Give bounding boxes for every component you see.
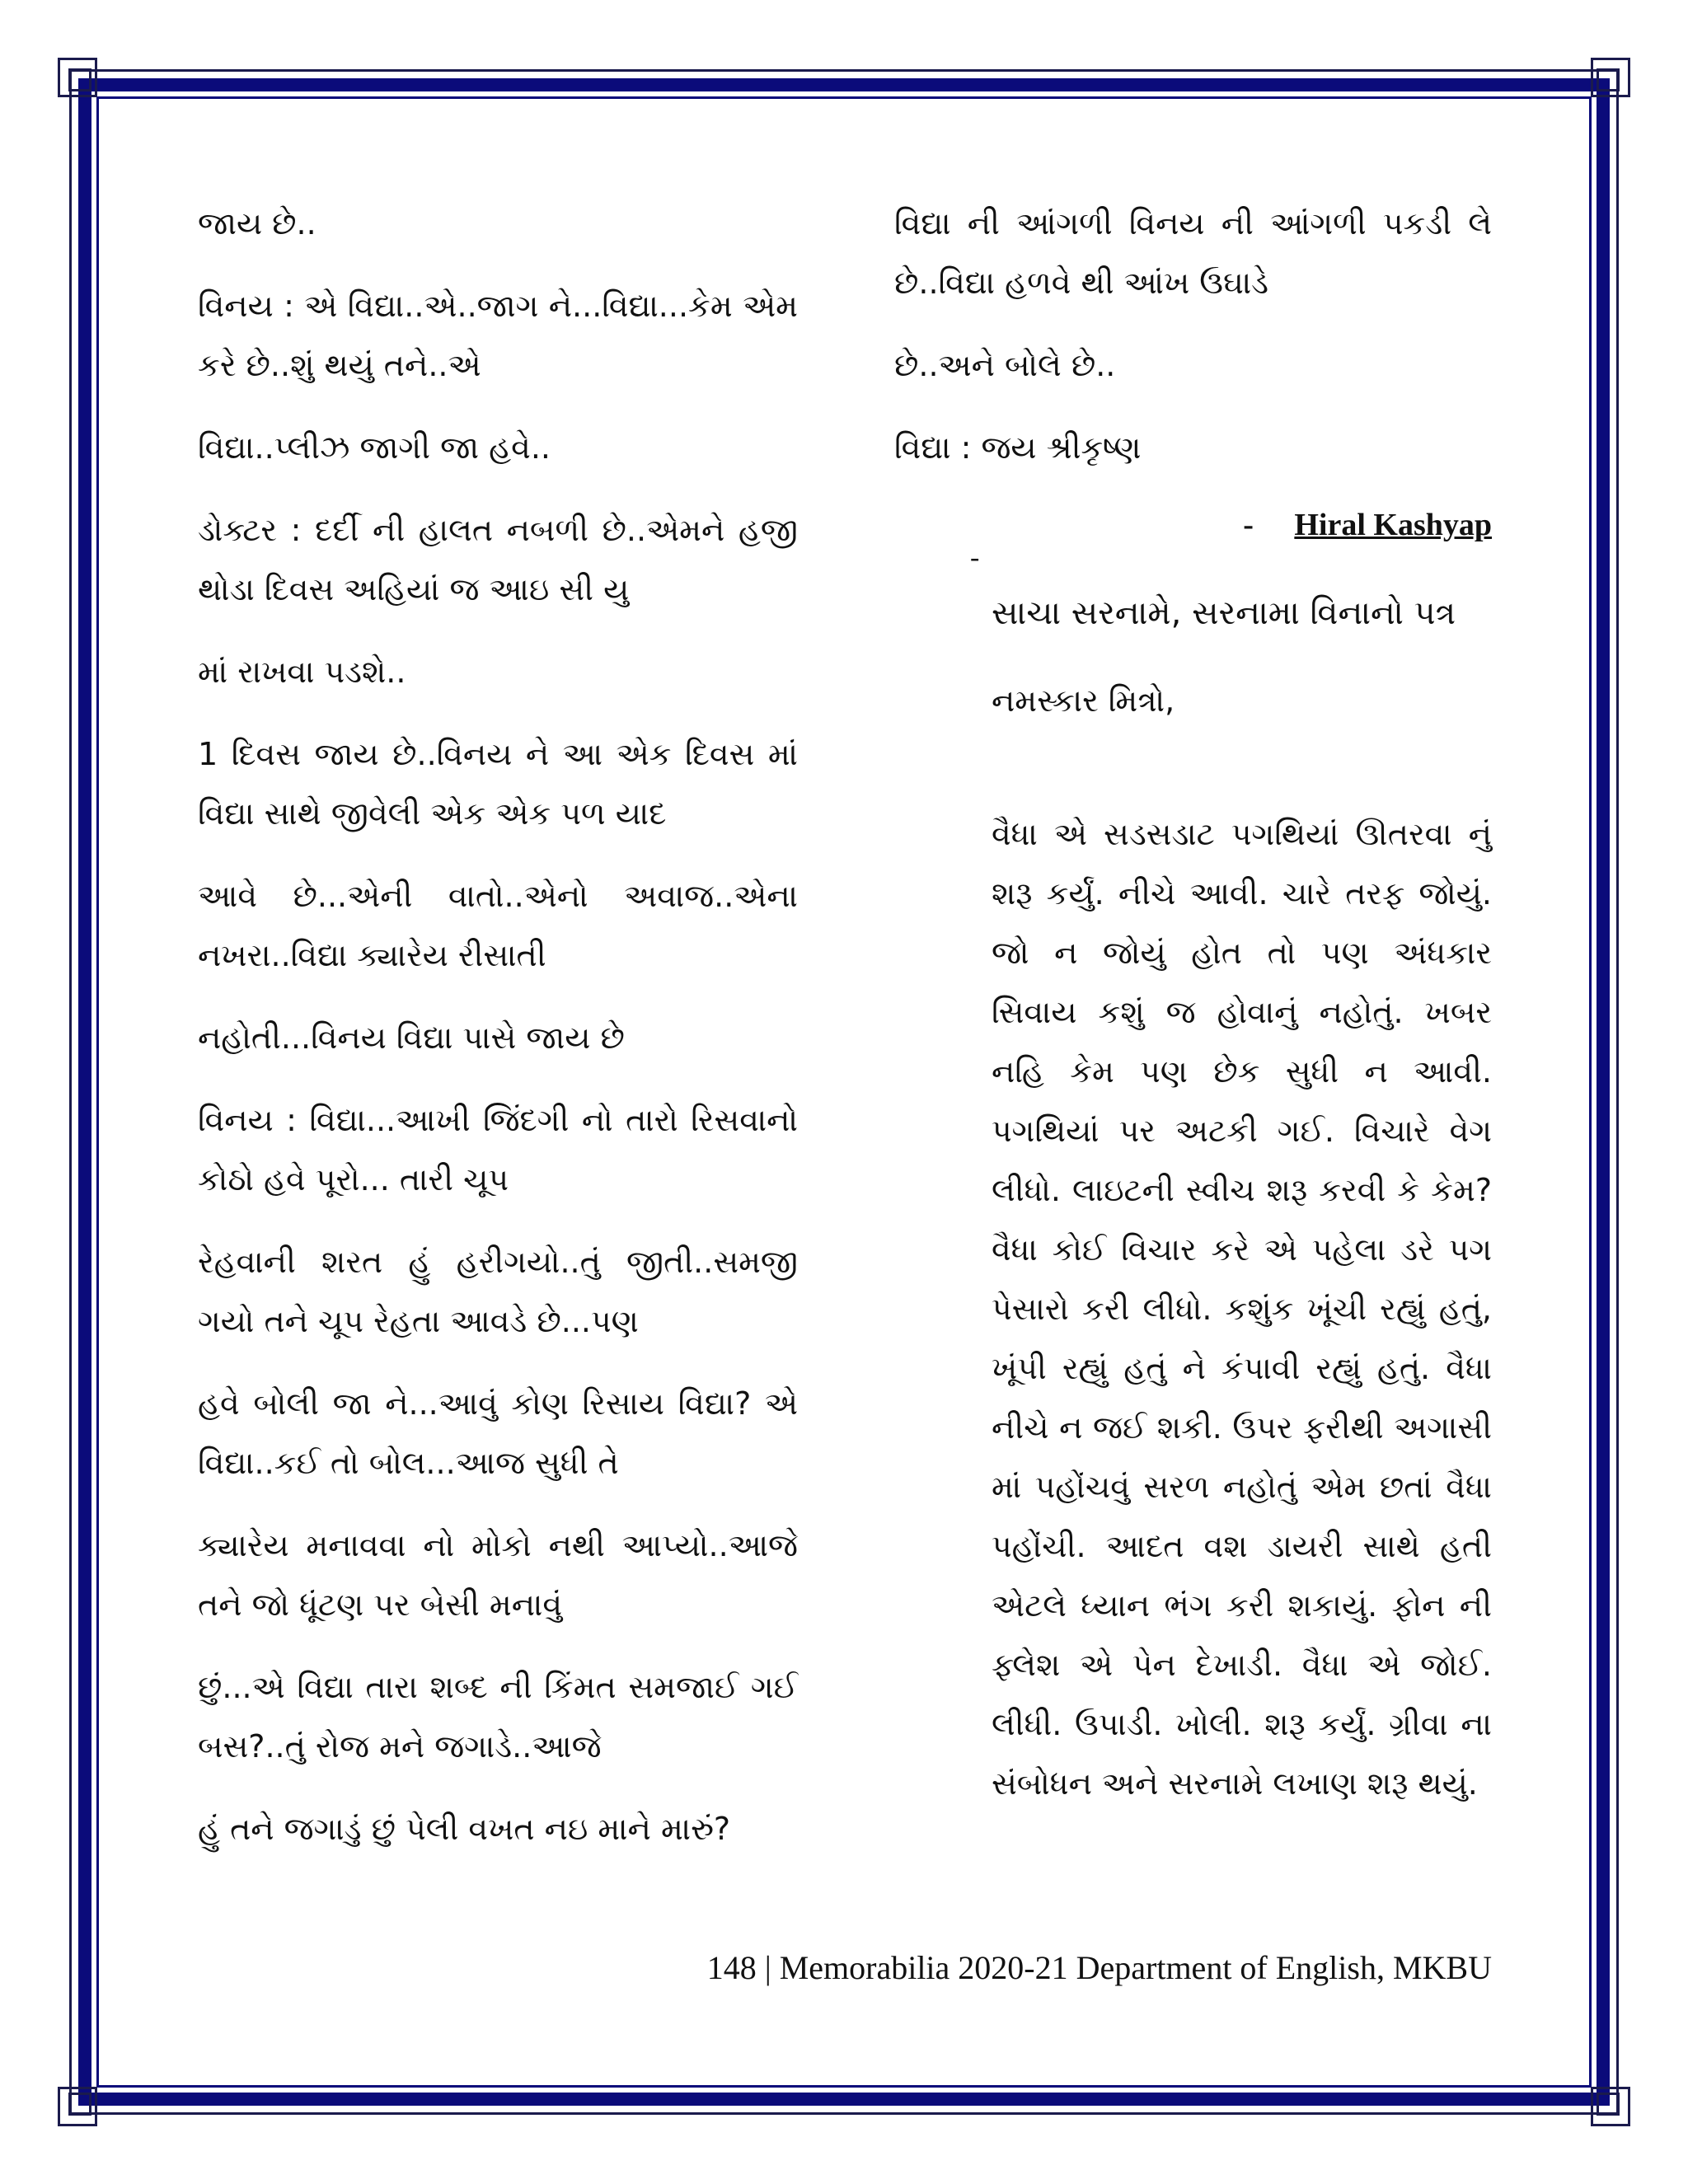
paragraph: રેહવાની શરત હું હરીગયો..તું જીતી..સમજી ગયો તને ચૂપ રેહતા આવડે છે...પણ: [198, 1244, 798, 1339]
paragraph: છું...એ વિદ્યા તારા શબ્દ ની કિંમત સમજાઈ ગઈ બસ?..તું રોજ મને જગાડે..આજે: [198, 1669, 798, 1765]
paragraph: ક્યારેય મનાવવા નો મોકો નથી આપ્યો..આજે તને જો ધૂંટણ પર બેસી મનાવું: [198, 1527, 798, 1623]
paragraph: વિદ્યા ની આંગળી વિનય ની આંગળી પકડી લે છે..વિદ્યા હળવે થી આંખ ઉઘાડે: [894, 205, 1492, 301]
paragraph: વિદ્યા..પ્લીઝ જાગી જા હવે..: [198, 429, 551, 466]
paragraph: હું તને જગાડું છું પેલી વખત નઇ માને મારું?: [198, 1811, 731, 1847]
paragraph: આવે છે...એની વાતો..એનો અવાજ..એના નખરા..વિદ્યા ક્યારેય રીસાતી: [198, 878, 798, 973]
article-title: સાચા સરનામે, સરનામા વિનાનો પત્ર: [992, 594, 1456, 632]
page-footer: 148 | Memorabilia 2020-21 Department of English, MKBU: [706, 1949, 1492, 1986]
right-column-top: [894, 194, 1492, 573]
article-body: વૈધા એ સડસડાટ પગથિયાં ઊતરવા નું શરૂ કર્યું. નીચે આવી. ચારે તરફ જોયું. જો ન જોયું હોત તો પણ અંધકાર સિવાય કશું જ હોવાનું નહોતું. ખબર નહિ કેમ પણ છેક સુધી ન આવી. પગથિયાં પર અટકી ગઈ. વિચારે વેગ લીધો. લાઇટની સ્વીચ શરૂ કરવી કે કેમ? વૈધા કોઈ વિચાર કરે એ પહેલા ડરે પગ પેસારો કરી લીધો. કશુંક ખૂંચી રહ્યું હતું, ખૂંપી રહ્યું હતું ને કંપાવી રહ્યું હતું. વૈધા નીચે ન જઈ શકી. ઉપર ફરીથી અગાસી માં પહોંચવું સરળ નહોતું એમ છતાં વૈધા પહોંચી. આદત વશ ડાયરી સાથે હતી એટલે ધ્યાન ભંગ કરી શકાયું. ફોન ની ફ્લેશ એ પેન દેખાડી. વૈધા એ જોઈ. લીધી. ઉપાડી. ખોલી. શરૂ કર્યું. ગ્રીવા ના સંબોધન અને સરનામે લખાણ શરૂ થયું.: [992, 816, 1492, 1802]
corner-ornament-bottom-right: [1591, 2087, 1630, 2126]
paragraph: માં રાખવા પડશે..: [198, 654, 406, 690]
author-name: Hiral Kashyap: [1294, 508, 1492, 542]
author-dash: -: [1243, 508, 1254, 542]
author-credit: [894, 500, 1492, 550]
paragraph: વિનય : વિદ્યા...આખી જિંદગી નો તારો રિસવાનો કોઠો હવે પૂરો... તારી ચૂપ: [198, 1102, 798, 1197]
corner-ornament-bottom-left: [58, 2087, 97, 2126]
paragraph: નહોતી...વિનય વિદ્યા પાસે જાય છે: [198, 1019, 625, 1056]
corner-ornament-top-left: [58, 58, 97, 97]
paragraph: જાય છે..: [198, 205, 316, 241]
article: [992, 577, 1492, 1813]
stray-dash: -: [970, 542, 980, 573]
paragraph: ડોક્ટર : દર્દી ની હાલત નબળી છે..એમને હજી થોડા દિવસ અહિયાં જ આઇ સી યુ: [198, 512, 798, 607]
left-column: [198, 194, 798, 1882]
article-greeting: નમસ્કાર મિત્રો,: [992, 682, 1175, 719]
paragraph: છે..અને બોલે છે..: [894, 347, 1116, 383]
corner-ornament-top-right: [1591, 58, 1630, 97]
paragraph: વિનય : એ વિદ્યા..એ..જાગ ને...વિદ્યા...કેમ એમ કરે છે..શું થયું તને..એ: [198, 288, 798, 383]
paragraph: હવે બોલી જા ને...આવું કોણ રિસાય વિદ્યા? એ વિદ્યા..કઈ તો બોલ...આજ સુધી તે: [198, 1385, 798, 1481]
paragraph: 1 દિવસ જાય છે..વિનય ને આ એક દિવસ માં વિદ્યા સાથે જીવેલી એક એક પળ યાદ: [198, 736, 798, 832]
paragraph: વિદ્યા : જય શ્રીકૃષ્ણ: [894, 429, 1142, 466]
